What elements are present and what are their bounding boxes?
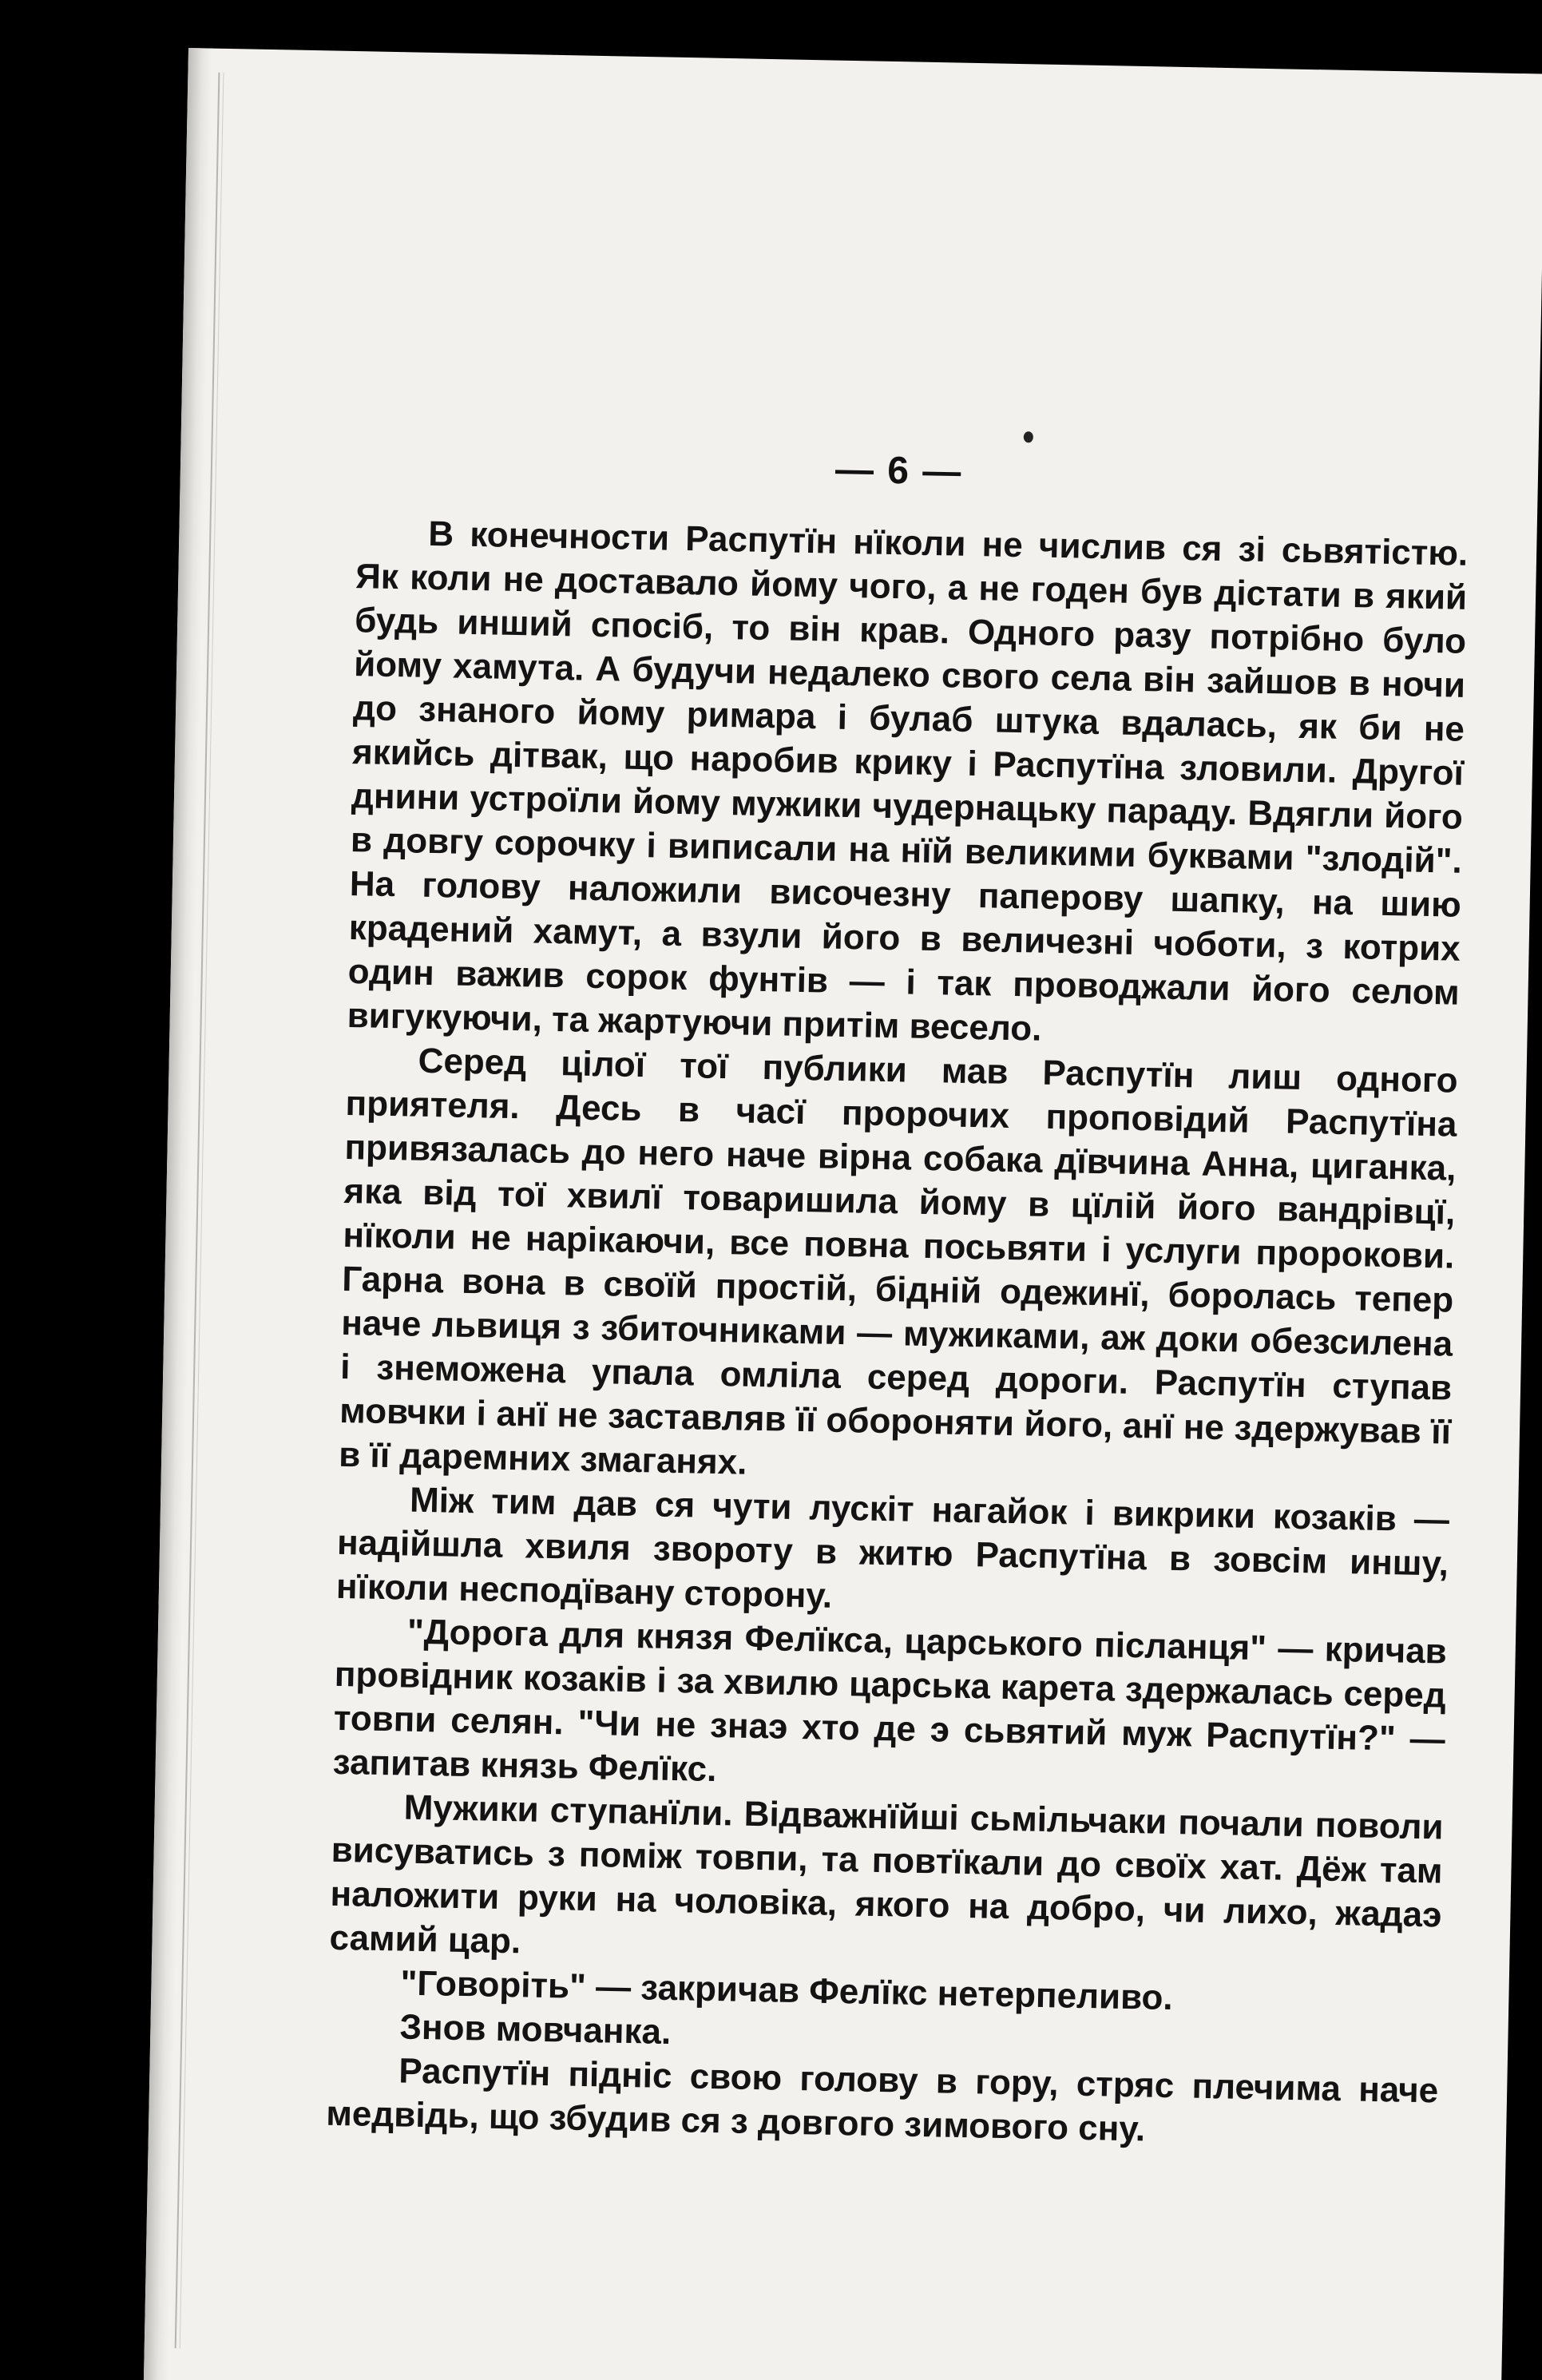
paragraph: В конечности Распутїн нїколи не числив ся зі сьвятістю. Як коли не доставало йому чого, а не годен був дістати в який будь инший спосіб, то він крав. Одного разу потрібно було йому хамута. А будучи недалеко свого села він зайшов в ночи до знаного йому римара і булаб штука вдалась, як би не якийсь дітвак, що наробив крику і Распутїна зловили. Другої днини устроїли йому мужики чудернацьку параду. Вдягли його в довгу сорочку і виписали на нїй великими буквами "злодій". На голову наложили височезну паперову шапку, на шию крадений хамут, а взули його в величезні чоботи, з котрих один важив сорок фунтів — і так проводжали його селом вигукуючи, та жартуючи притім весело. xyxy=(347,514,1469,1049)
paragraph: "Дорога для князя Фелїкса, царського післанця" — кричав провідник козаків і за хвилю царська карета здержалась серед товпи селян. "Чи не знаэ хто де э сьвятий муж Распутїн?" — запитав князь Фелїкс. xyxy=(332,1612,1448,1790)
paragraph: Знов мовчанка. xyxy=(399,2007,672,2053)
paragraph: Мужики ступанїли. Відважнїйші сьмільчаки почали поволи висуватись з поміж товпи, та повтїкали до своїх хат. Дёж там наложити руки на чоловіка, якого на добро, чи лихо, жадаэ самий цар. xyxy=(329,1787,1444,1962)
book-page xyxy=(144,48,1542,2380)
page-binding-edge xyxy=(144,48,212,2380)
paragraph: Распутїн підніс свою голову в гору, стряс плечима наче медвідь, що збудив ся з довгого зимового сну. xyxy=(325,2051,1439,2149)
ink-speck xyxy=(1024,431,1033,442)
paragraph: Між тим дав ся чути лускіт нагайок і викрики козаків — надійшла хвиля звороту в житю Распутїна в зовсім иншу, нїколи несподївану сторону. xyxy=(335,1480,1450,1616)
body-text xyxy=(326,510,1469,2156)
page-number: — 6 — xyxy=(834,448,963,494)
paragraph: Серед цілої тої публики мав Распутїн лиш одного приятеля. Десь в часї пророчих проповідий Распутїна привязалась до него наче вірна собака дївчина Анна, циганка, яка від тої хвилї товаришила йому в цїлій його вандрівцї, нїколи не нарікаючи, все повна посьвяти і услуги пророкови. Гарна вона в своїй простій, бідній одежинї, боролась тепер наче львиця з збиточниками — мужиками, аж доки обезсилена і знеможена упала омліла серед дороги. Распутїн ступав мовчки і анї не заставляв її обороняти його, анї не здержував її в її даремних змаганях. xyxy=(338,1041,1458,1482)
paragraph: "Говоріть" — закричав Фелїкс нетерпеливо. xyxy=(400,1963,1174,2018)
